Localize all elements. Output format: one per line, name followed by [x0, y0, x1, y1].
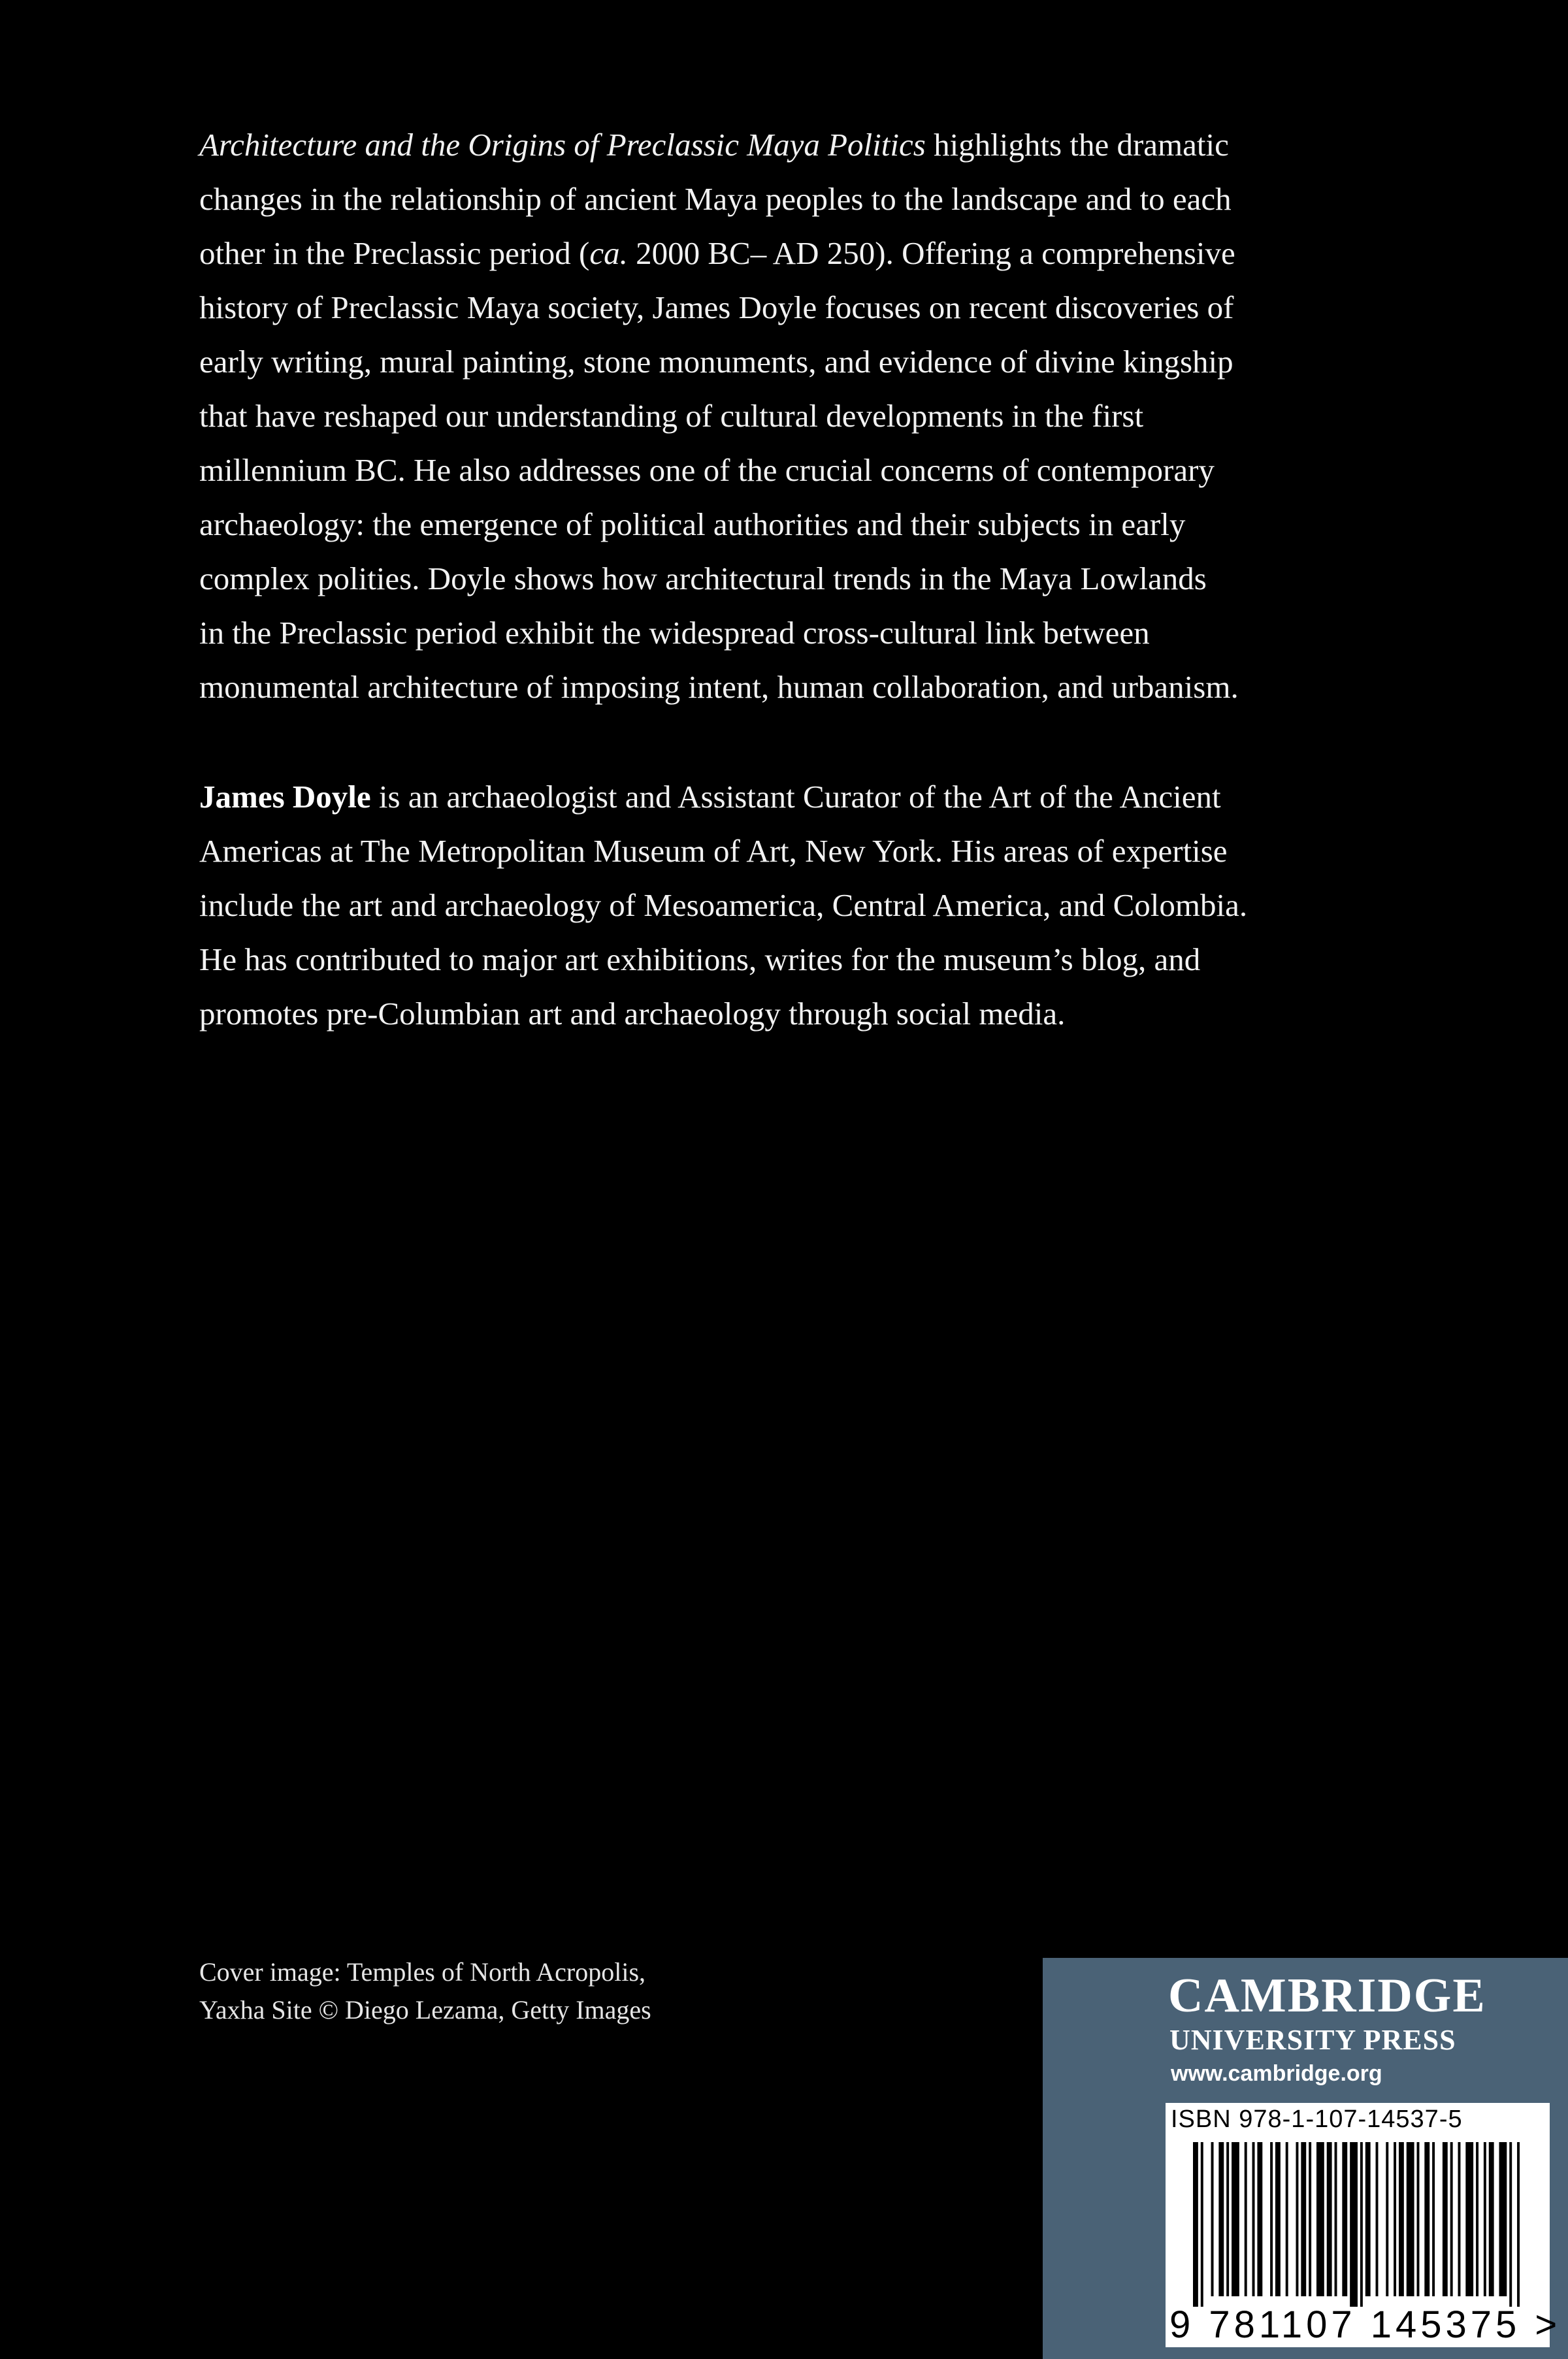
barcode-bar [1316, 2142, 1324, 2296]
barcode-bar [1484, 2142, 1486, 2296]
barcode-bar [1450, 2142, 1453, 2296]
barcode-bar [1211, 2142, 1214, 2296]
barcode-bar [1417, 2142, 1420, 2296]
barcode-bar [1499, 2142, 1507, 2296]
barcode-bar [1218, 2142, 1224, 2296]
author-name: James Doyle [199, 779, 371, 815]
barcode-bar [1476, 2142, 1478, 2296]
bio-line: promotes pre-Columbian art and archaeology through social media. [199, 996, 1066, 1032]
barcode-bar [1193, 2142, 1198, 2307]
barcode-panel [1166, 2103, 1561, 2347]
barcode-bar [1509, 2142, 1512, 2307]
barcode-bar [1350, 2142, 1358, 2307]
description-line: early writing, mural painting, stone monuments, and evidence of divine kingship [199, 344, 1233, 380]
barcode-bar [1399, 2142, 1404, 2296]
barcode-bar [1443, 2142, 1448, 2296]
book-title-italic: Architecture and the Origins of Preclassic Maya Politics [199, 127, 926, 163]
description-line: in the Preclassic period exhibit the widespread cross-cultural link between [199, 615, 1150, 651]
isbn-label: ISBN 978-1-107-14537-5 [1171, 2106, 1463, 2133]
book-description [199, 118, 1369, 714]
publisher-panel [1043, 1958, 1568, 2359]
barcode-bar [1432, 2142, 1435, 2296]
barcode-bar [1335, 2142, 1337, 2296]
barcode-bar [1424, 2142, 1429, 2296]
description-line: history of Preclassic Maya society, James Doyle focuses on recent discoveries of [199, 289, 1234, 325]
barcode-bar [1296, 2142, 1298, 2296]
publisher-subtitle: UNIVERSITY PRESS [1169, 2024, 1456, 2056]
bio-line: He has contributed to major art exhibitions, writes for the museum’s blog, and [199, 941, 1201, 977]
barcode-bar [1489, 2142, 1494, 2296]
barcode-bar [1376, 2142, 1379, 2296]
description-line: monumental architecture of imposing intent, human collaboration, and urbanism. [199, 669, 1239, 705]
barcode-bar [1386, 2142, 1388, 2296]
barcode-bar [1275, 2142, 1281, 2296]
barcode-bar [1201, 2142, 1203, 2307]
barcode-bar [1394, 2142, 1396, 2296]
description-line: other in the Preclassic period (ca. 2000 BC– AD 250). Offering a comprehensive [199, 235, 1235, 271]
description-line: millennium BC. He also addresses one of the crucial concerns of contemporary [199, 452, 1215, 488]
barcode-bar [1458, 2142, 1461, 2296]
barcode-bar [1342, 2142, 1347, 2296]
description-line: that have reshaped our understanding of cultural developments in the first [199, 398, 1144, 434]
barcode-bar [1257, 2142, 1262, 2296]
author-bio [199, 770, 1369, 1041]
bio-line: Americas at The Metropolitan Museum of Art, New York. His areas of expertise [199, 833, 1228, 869]
description-line: changes in the relationship of ancient Maya peoples to the landscape and to each [199, 181, 1232, 217]
publisher-name: CAMBRIDGE [1168, 1969, 1486, 2023]
publisher-url: www.cambridge.org [1171, 2061, 1382, 2086]
credit-line: Cover image: Temples of North Acropolis, [199, 1957, 646, 1987]
barcode-bar [1286, 2142, 1288, 2296]
description-line: archaeology: the emergence of political authorities and their subjects in early [199, 506, 1186, 542]
credit-line: Yaxha Site © Diego Lezama, Getty Images [199, 1995, 651, 2025]
barcode-bar [1252, 2142, 1255, 2296]
barcode-bar [1517, 2142, 1520, 2307]
barcode-bar [1407, 2142, 1414, 2296]
barcode-bar [1360, 2142, 1363, 2307]
bio-line: include the art and archaeology of Mesoamerica, Central America, and Colombia. [199, 887, 1248, 923]
barcode-bar [1226, 2142, 1229, 2296]
description-line: complex polities. Doyle shows how architectural trends in the Maya Lowlands [199, 561, 1207, 596]
barcode-bars [1193, 2142, 1520, 2307]
barcode-bar [1327, 2142, 1332, 2296]
barcode-bar [1232, 2142, 1239, 2296]
barcode-bar [1365, 2142, 1371, 2296]
barcode-bar [1301, 2142, 1306, 2296]
barcode-bar [1465, 2142, 1473, 2296]
bio-line: James Doyle is an archaeologist and Assistant Curator of the Art of the Ancient [199, 779, 1221, 815]
barcode-bar [1245, 2142, 1247, 2296]
barcode-bar [1309, 2142, 1311, 2296]
description-line: Architecture and the Origins of Preclassic Maya Politics highlights the dramatic [199, 127, 1229, 163]
barcode-bar [1270, 2142, 1273, 2296]
cover-image-credit [199, 1953, 651, 2029]
barcode-digits: 9 781107 145375 > [1169, 2303, 1561, 2346]
